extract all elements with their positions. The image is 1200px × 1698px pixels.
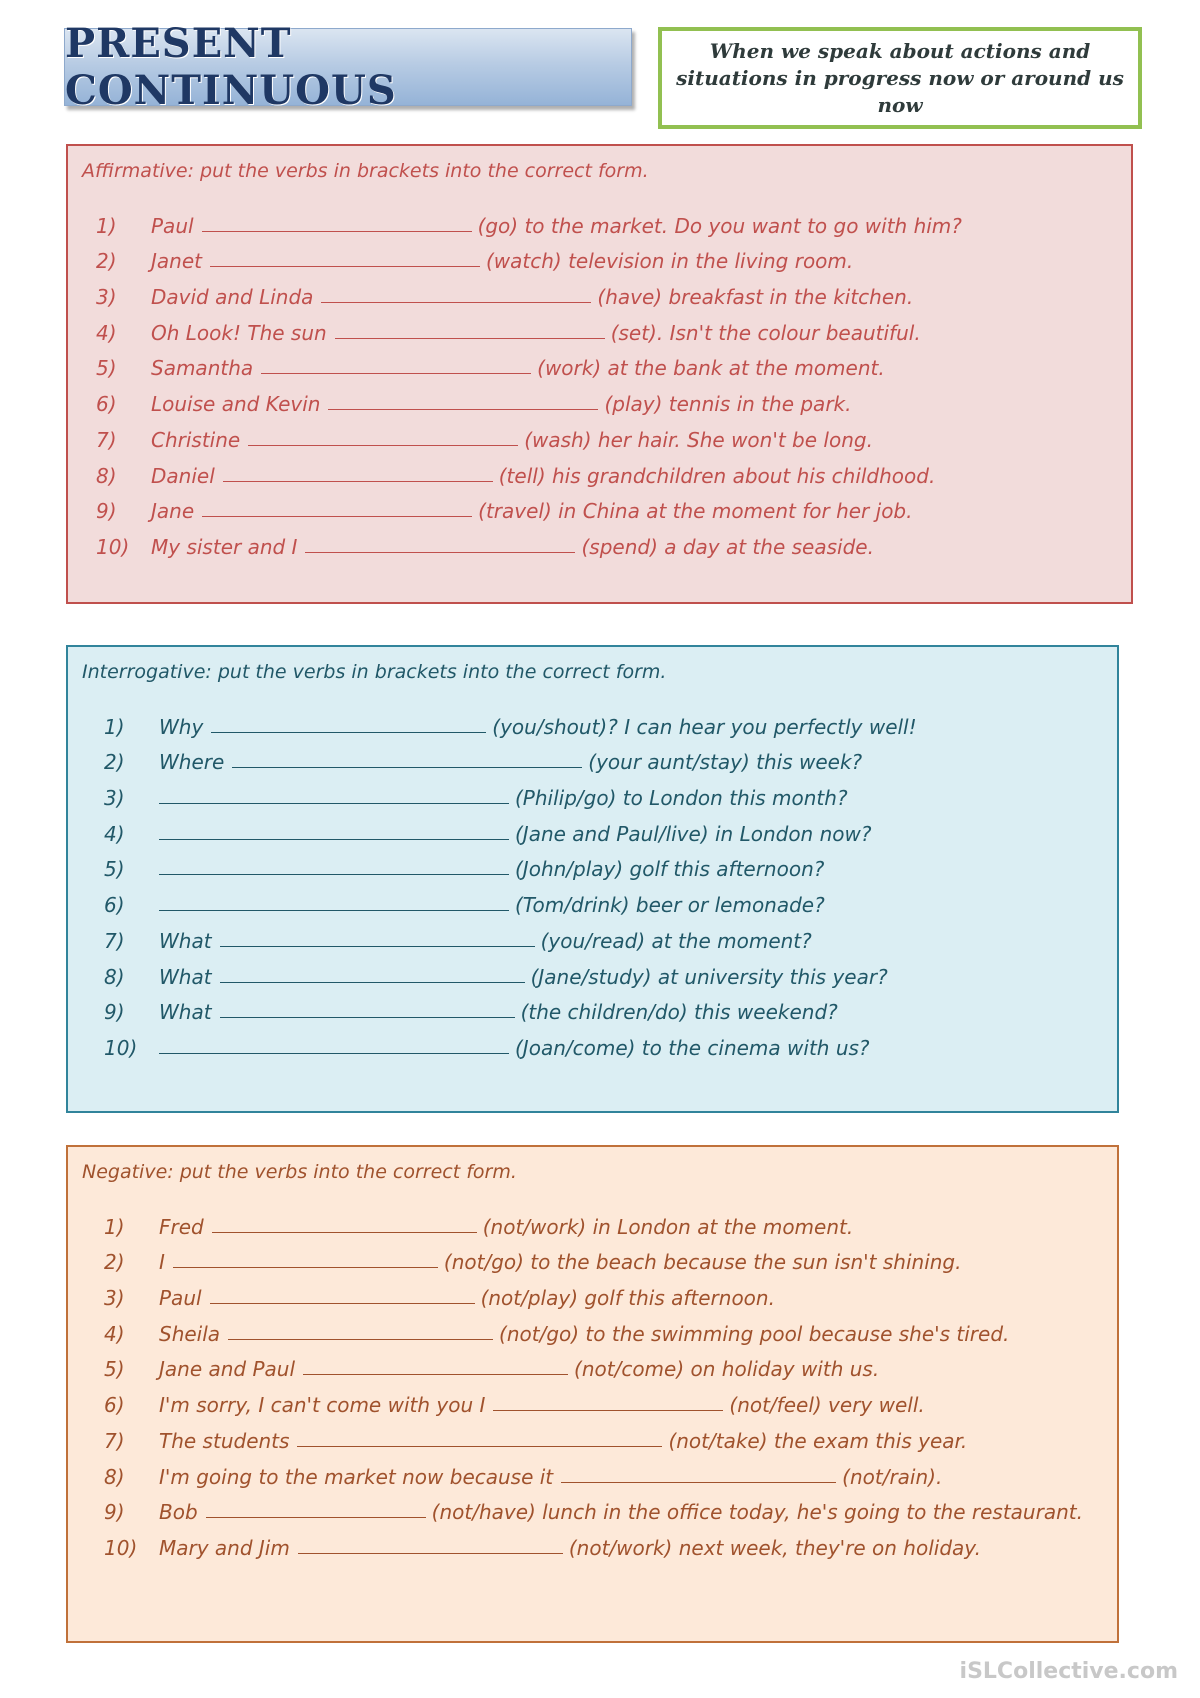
- interrogative-item: [104, 739, 917, 775]
- item-number: 9): [104, 1000, 125, 1025]
- item-number: 7): [104, 1428, 125, 1453]
- affirmative-item: [96, 416, 962, 452]
- item-prompt: (go) to the market. Do you want to go with him?: [477, 213, 962, 238]
- negative-item: [104, 1239, 1083, 1275]
- answer-blank[interactable]: [159, 802, 509, 804]
- item-subject: Mary and Jim: [159, 1535, 290, 1560]
- item-subject: Louise and Kevin: [151, 392, 321, 417]
- definition-box: [658, 27, 1142, 129]
- answer-blank[interactable]: [261, 372, 531, 374]
- answer-blank[interactable]: [211, 731, 486, 733]
- item-subject: Paul: [159, 1286, 202, 1311]
- item-prompt: (tell) his grandchildren about his childhood.: [498, 463, 936, 488]
- item-subject: Samantha: [151, 356, 254, 381]
- item-prompt: (not/take) the exam this year.: [668, 1428, 968, 1453]
- answer-blank[interactable]: [220, 1016, 515, 1018]
- affirmative-section: [66, 144, 1133, 604]
- item-number: 9): [96, 499, 117, 524]
- item-subject: Where: [159, 750, 225, 775]
- affirmative-item: [96, 380, 962, 416]
- answer-blank[interactable]: [220, 981, 525, 983]
- interrogative-section: [66, 645, 1119, 1113]
- item-prompt: (the children/do) this weekend?: [520, 1000, 838, 1025]
- item-prompt: (Jane/study) at university this year?: [530, 964, 888, 989]
- item-number: 3): [104, 786, 125, 811]
- item-subject: I: [159, 1250, 165, 1275]
- answer-blank[interactable]: [328, 408, 598, 410]
- interrogative-item: [104, 846, 917, 882]
- item-subject: My sister and I: [151, 534, 298, 559]
- negative-list: [104, 1203, 1083, 1560]
- interrogative-item: [104, 810, 917, 846]
- answer-blank[interactable]: [228, 1338, 493, 1340]
- affirmative-list: [96, 202, 962, 559]
- item-number: 6): [104, 1393, 125, 1418]
- answer-blank[interactable]: [248, 444, 518, 446]
- answer-blank[interactable]: [561, 1481, 836, 1483]
- negative-item: [104, 1274, 1083, 1310]
- interrogative-item: [104, 774, 917, 810]
- affirmative-item: [96, 309, 962, 345]
- item-number: 2): [104, 750, 125, 775]
- affirmative-instruction: Affirmative: put the verbs in brackets into the correct form.: [82, 160, 649, 182]
- interrogative-item: [104, 1024, 917, 1060]
- answer-blank[interactable]: [159, 838, 509, 840]
- item-number: 6): [96, 392, 117, 417]
- item-prompt: (not/work) in London at the moment.: [482, 1214, 854, 1239]
- answer-blank[interactable]: [210, 265, 480, 267]
- answer-blank[interactable]: [220, 945, 535, 947]
- answer-blank[interactable]: [297, 1445, 662, 1447]
- item-number: 4): [104, 1321, 125, 1346]
- item-number: 10): [96, 534, 130, 559]
- item-prompt: (play) tennis in the park.: [604, 392, 852, 417]
- answer-blank[interactable]: [232, 766, 582, 768]
- item-prompt: (not/play) golf this afternoon.: [480, 1286, 775, 1311]
- negative-item: [104, 1346, 1083, 1382]
- interrogative-list: [104, 703, 917, 1060]
- item-prompt: (set). Isn't the colour beautiful.: [610, 320, 921, 345]
- item-number: 5): [96, 356, 117, 381]
- interrogative-item: [104, 703, 917, 739]
- item-number: 1): [104, 714, 125, 739]
- negative-section: [66, 1145, 1119, 1643]
- negative-item: [104, 1453, 1083, 1489]
- negative-item: [104, 1203, 1083, 1239]
- item-prompt: (not/rain).: [842, 1464, 943, 1489]
- item-number: 2): [96, 249, 117, 274]
- item-number: 4): [96, 320, 117, 345]
- item-prompt: (not/go) to the beach because the sun isn't shining.: [443, 1250, 962, 1275]
- item-prompt: (watch) television in the living room.: [485, 249, 854, 274]
- item-number: 8): [104, 1464, 125, 1489]
- answer-blank[interactable]: [298, 1552, 563, 1554]
- item-prompt: (Tom/drink) beer or lemonade?: [515, 893, 825, 918]
- affirmative-item: [96, 523, 962, 559]
- answer-blank[interactable]: [303, 1373, 568, 1375]
- item-prompt: (you/shout)? I can hear you perfectly well!: [492, 714, 917, 739]
- answer-blank[interactable]: [202, 230, 472, 232]
- answer-blank[interactable]: [321, 301, 591, 303]
- negative-item: [104, 1524, 1083, 1560]
- item-number: 3): [96, 285, 117, 310]
- interrogative-item: [104, 917, 917, 953]
- item-subject: What: [159, 928, 212, 953]
- item-subject: Jane and Paul: [159, 1357, 296, 1382]
- item-number: 7): [96, 427, 117, 452]
- item-number: 2): [104, 1250, 125, 1275]
- item-number: 3): [104, 1286, 125, 1311]
- item-number: 8): [104, 964, 125, 989]
- item-subject: The students: [159, 1428, 290, 1453]
- item-prompt: (your aunt/stay) this week?: [588, 750, 863, 775]
- item-number: 8): [96, 463, 117, 488]
- answer-blank[interactable]: [305, 551, 575, 553]
- negative-item: [104, 1489, 1083, 1525]
- item-prompt: (work) at the bank at the moment.: [537, 356, 885, 381]
- worksheet-title-banner: [64, 20, 632, 114]
- worksheet-title: PRESENT CONTINUOUS: [65, 20, 397, 114]
- answer-blank[interactable]: [493, 1409, 723, 1411]
- item-subject: What: [159, 964, 212, 989]
- item-prompt: (Jane and Paul/live) in London now?: [515, 821, 872, 846]
- item-prompt: (wash) her hair. She won't be long.: [524, 427, 873, 452]
- answer-blank[interactable]: [173, 1266, 438, 1268]
- affirmative-item: [96, 238, 962, 274]
- negative-item: [104, 1310, 1083, 1346]
- item-subject: Oh Look! The sun: [151, 320, 327, 345]
- item-number: 4): [104, 821, 125, 846]
- affirmative-item: [96, 488, 962, 524]
- item-prompt: (travel) in China at the moment for her job.: [478, 499, 913, 524]
- interrogative-item: [104, 989, 917, 1025]
- item-subject: Sheila: [159, 1321, 221, 1346]
- answer-blank[interactable]: [202, 515, 472, 517]
- item-prompt: (John/play) golf this afternoon?: [515, 857, 825, 882]
- item-prompt: (spend) a day at the seaside.: [581, 534, 874, 559]
- interrogative-instruction: Interrogative: put the verbs in brackets into the correct form.: [82, 661, 667, 683]
- item-subject: Fred: [159, 1214, 204, 1239]
- item-subject: Christine: [151, 427, 241, 452]
- item-subject: Paul: [151, 213, 194, 238]
- item-prompt: (not/go) to the swimming pool because she's tired.: [499, 1321, 1010, 1346]
- negative-item: [104, 1381, 1083, 1417]
- item-subject: What: [159, 1000, 212, 1025]
- answer-blank[interactable]: [210, 1302, 475, 1304]
- affirmative-item: [96, 452, 962, 488]
- item-prompt: (Joan/come) to the cinema with us?: [515, 1035, 870, 1060]
- item-subject: Why: [159, 714, 204, 739]
- item-number: 10): [104, 1035, 138, 1060]
- negative-item: [104, 1417, 1083, 1453]
- item-prompt: (you/read) at the moment?: [540, 928, 812, 953]
- item-subject: I'm going to the market now because it: [159, 1464, 554, 1489]
- item-prompt: (not/feel) very well.: [729, 1393, 925, 1418]
- answer-blank[interactable]: [159, 873, 509, 875]
- affirmative-item: [96, 202, 962, 238]
- interrogative-item: [104, 881, 917, 917]
- item-prompt: (not/come) on holiday with us.: [574, 1357, 880, 1382]
- answer-blank[interactable]: [335, 337, 605, 339]
- item-subject: I'm sorry, I can't come with you I: [159, 1393, 486, 1418]
- answer-blank[interactable]: [206, 1516, 426, 1518]
- item-prompt: (have) breakfast in the kitchen.: [597, 285, 914, 310]
- item-number: 1): [96, 213, 117, 238]
- affirmative-item: [96, 273, 962, 309]
- item-subject: Bob: [159, 1500, 198, 1525]
- item-number: 5): [104, 857, 125, 882]
- item-number: 5): [104, 1357, 125, 1382]
- item-prompt: (Philip/go) to London this month?: [515, 786, 848, 811]
- item-subject: Daniel: [151, 463, 215, 488]
- answer-blank[interactable]: [159, 909, 509, 911]
- item-number: 6): [104, 893, 125, 918]
- item-prompt: (not/work) next week, they're on holiday.: [568, 1535, 981, 1560]
- answer-blank[interactable]: [159, 1052, 509, 1054]
- item-number: 7): [104, 928, 125, 953]
- affirmative-item: [96, 345, 962, 381]
- answer-blank[interactable]: [223, 480, 493, 482]
- item-number: 1): [104, 1214, 125, 1239]
- item-prompt: (not/have) lunch in the office today, he's going to the restaurant.: [431, 1500, 1083, 1525]
- item-subject: David and Linda: [151, 285, 314, 310]
- watermark-text: iSLCollective.com: [959, 1659, 1178, 1684]
- answer-blank[interactable]: [212, 1231, 477, 1233]
- item-number: 9): [104, 1500, 125, 1525]
- item-subject: Jane: [151, 499, 195, 524]
- interrogative-item: [104, 953, 917, 989]
- item-subject: Janet: [151, 249, 202, 274]
- negative-instruction: Negative: put the verbs into the correct form.: [82, 1161, 517, 1183]
- item-number: 10): [104, 1535, 138, 1560]
- definition-text: When we speak about actions and situations in progress now or around us now: [676, 38, 1124, 117]
